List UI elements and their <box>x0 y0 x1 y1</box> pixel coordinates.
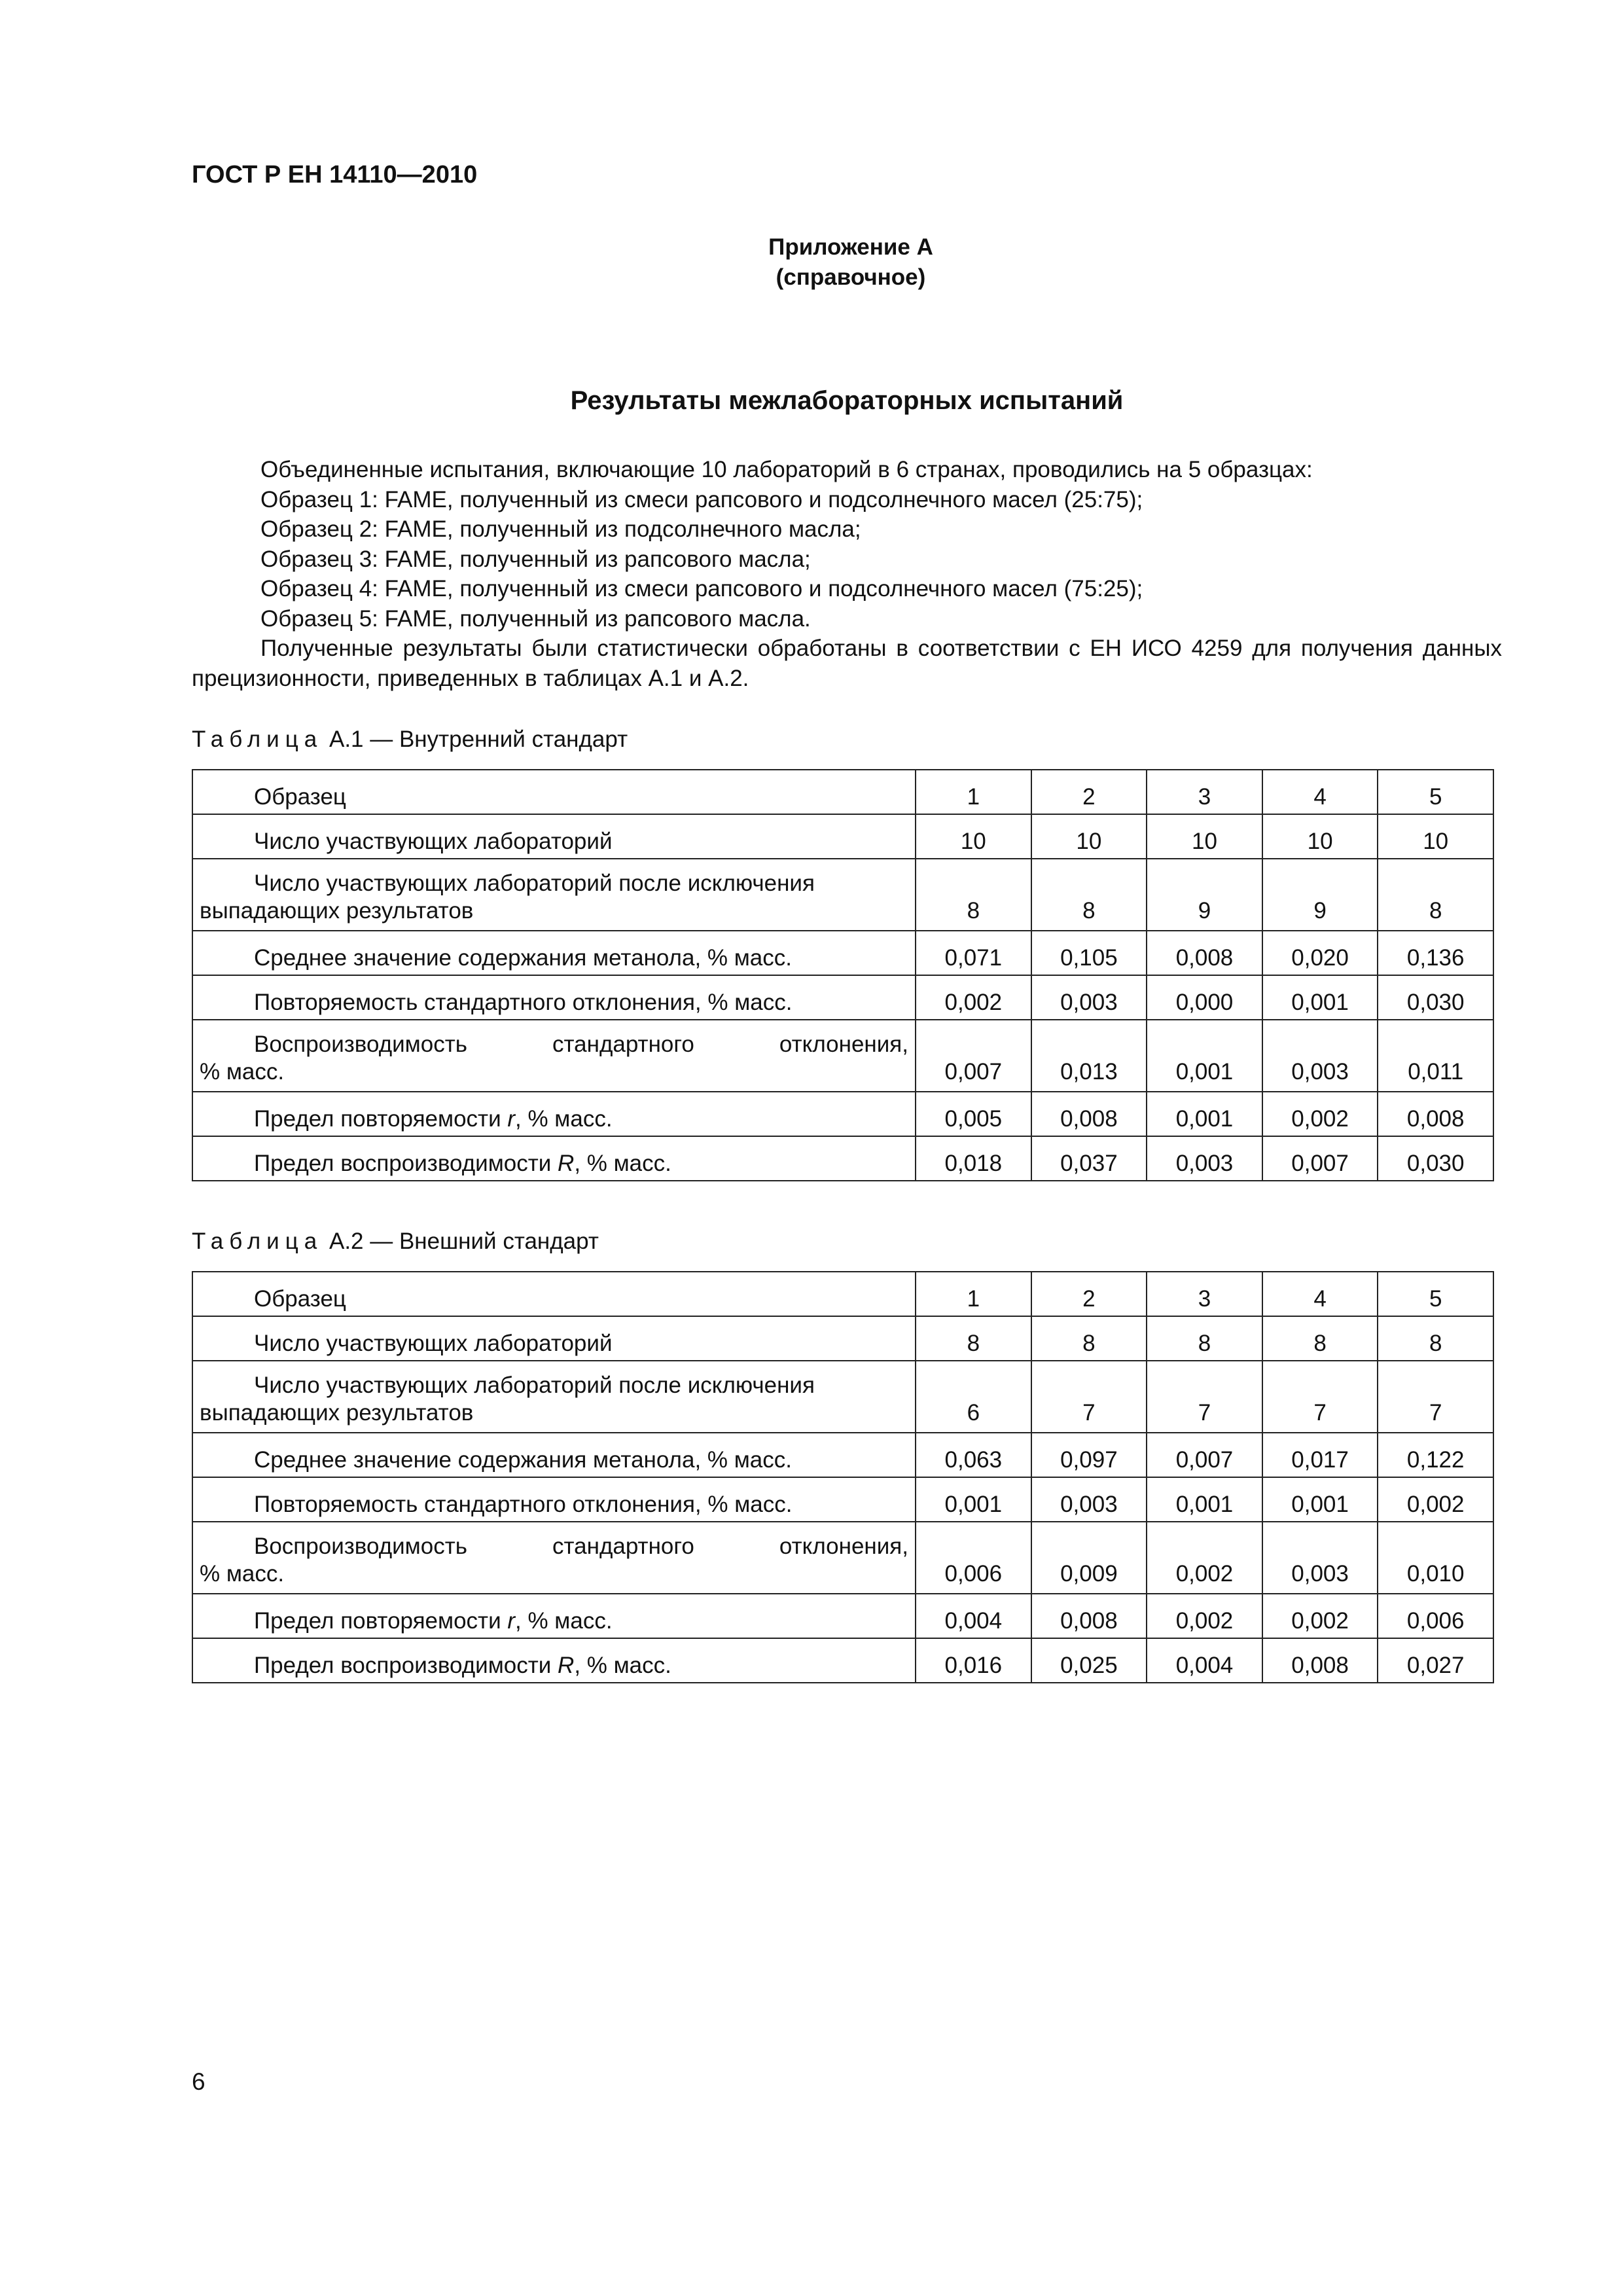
table-cell: 10 <box>916 814 1031 859</box>
table-row <box>192 1594 1493 1638</box>
row-label-text: Предел повторяемости <box>254 1106 508 1132</box>
table-header-label: Образец <box>192 770 916 814</box>
row-label-line1: Воспроизводимость стандартного отклонения, <box>254 1534 908 1559</box>
row-label-line2: выпадающих результатов <box>200 1400 474 1426</box>
table2-caption <box>192 1229 599 1255</box>
table-cell: 0,001 <box>916 1477 1031 1522</box>
sample-item: Образец 1: FAME, полученный из смеси рапсового и подсолнечного масел (25:75); <box>260 486 1143 512</box>
table-cell: 0,004 <box>1147 1638 1262 1683</box>
table-row <box>192 1361 1493 1433</box>
table-header-cell: 1 <box>916 770 1031 814</box>
table-cell: 0,002 <box>1262 1092 1378 1136</box>
table-cell: 0,008 <box>1031 1594 1147 1638</box>
table-cell: 10 <box>1262 814 1378 859</box>
table-cell: 0,000 <box>1147 975 1262 1020</box>
table-cell: 8 <box>1378 859 1493 931</box>
table-cell: 0,037 <box>1031 1136 1147 1181</box>
table-cell: 0,020 <box>1262 931 1378 975</box>
row-label-symbol: R <box>558 1151 575 1176</box>
row-label-line2: выпадающих результатов <box>200 898 474 924</box>
table-cell: 8 <box>1378 1316 1493 1361</box>
row-label-symbol: r <box>507 1608 516 1634</box>
table-cell: 0,025 <box>1031 1638 1147 1683</box>
table-cell: 0,006 <box>916 1522 1031 1594</box>
table-cell: 0,003 <box>1262 1522 1378 1594</box>
row-label <box>192 1522 916 1594</box>
results-paragraph: Полученные результаты были статистически обработаны в соответствии с ЕН ИСО 4259 для получения данных прецизионности, приведенных в таблицах А.1 и А.2. <box>192 636 1502 691</box>
sample-item: Образец 3: FAME, полученный из рапсового масла; <box>260 546 811 572</box>
table2-caption-text: А.2 — Внешний стандарт <box>329 1229 599 1254</box>
table-cell: 0,003 <box>1262 1020 1378 1092</box>
table-cell: 7 <box>1031 1361 1147 1433</box>
table-cell: 0,006 <box>1378 1594 1493 1638</box>
table-header-cell: 4 <box>1262 770 1378 814</box>
row-label-line2: % масс. <box>200 1561 285 1587</box>
table-header-cell: 1 <box>916 1272 1031 1316</box>
table-cell: 0,009 <box>1031 1522 1147 1594</box>
sample-item: Образец 5: FAME, полученный из рапсового масла. <box>260 605 811 632</box>
row-label-unit: , % масс. <box>574 1151 671 1176</box>
table-cell: 0,003 <box>1147 1136 1262 1181</box>
table-cell: 0,017 <box>1262 1433 1378 1477</box>
sample-item: Образец 4: FAME, полученный из смеси рапсового и подсолнечного масел (75:25); <box>260 576 1143 601</box>
table-cell: 10 <box>1378 814 1493 859</box>
table-cell: 0,002 <box>1378 1477 1493 1522</box>
table-cell: 0,008 <box>1262 1638 1378 1683</box>
row-label: Повторяемость стандартного отклонения, % масс. <box>192 1477 916 1522</box>
table-cell: 0,007 <box>1147 1433 1262 1477</box>
row-label: Число участвующих лабораторий <box>192 814 916 859</box>
table-row <box>192 1522 1493 1594</box>
row-label <box>192 859 916 931</box>
row-label <box>192 1136 916 1181</box>
table-cell: 8 <box>1031 1316 1147 1361</box>
row-label-text: Предел воспроизводимости <box>254 1151 558 1176</box>
row-label-unit: , % масс. <box>574 1653 671 1678</box>
table-cell: 8 <box>916 1316 1031 1361</box>
table-cell: 0,008 <box>1378 1092 1493 1136</box>
table-row <box>192 1092 1493 1136</box>
table2 <box>192 1271 1494 1683</box>
table-row <box>192 1316 1493 1361</box>
table-row <box>192 1020 1493 1092</box>
appendix-heading <box>674 232 1027 293</box>
table-row <box>192 1136 1493 1181</box>
table-cell: 0,013 <box>1031 1020 1147 1092</box>
table-cell: 0,002 <box>1147 1522 1262 1594</box>
row-label <box>192 1594 916 1638</box>
document-header: ГОСТ Р ЕН 14110—2010 <box>192 161 478 188</box>
table-header-cell: 2 <box>1031 1272 1147 1316</box>
table-cell: 6 <box>916 1361 1031 1433</box>
table-cell: 9 <box>1147 859 1262 931</box>
table-cell: 0,027 <box>1378 1638 1493 1683</box>
table-cell: 0,063 <box>916 1433 1031 1477</box>
table-cell: 0,018 <box>916 1136 1031 1181</box>
row-label <box>192 1638 916 1683</box>
table1-caption-word: Таблица <box>192 726 323 752</box>
table-cell: 0,001 <box>1262 1477 1378 1522</box>
row-label: Среднее значение содержания метанола, % масс. <box>192 1433 916 1477</box>
row-label-text: Предел воспроизводимости <box>254 1653 558 1678</box>
table-header-cell: 3 <box>1147 770 1262 814</box>
table-cell: 10 <box>1031 814 1147 859</box>
table-row <box>192 931 1493 975</box>
table-cell: 0,001 <box>1147 1477 1262 1522</box>
table1-caption <box>192 726 628 753</box>
table-cell: 0,002 <box>1262 1594 1378 1638</box>
table-cell: 0,030 <box>1378 1136 1493 1181</box>
table-header-cell: 5 <box>1378 770 1493 814</box>
table-row <box>192 814 1493 859</box>
row-label-line1: Воспроизводимость стандартного отклонения, <box>254 1031 908 1057</box>
appendix-title: Приложение А <box>768 234 933 260</box>
table-cell: 8 <box>1262 1316 1378 1361</box>
row-label: Среднее значение содержания метанола, % масс. <box>192 931 916 975</box>
table-cell: 0,001 <box>1147 1092 1262 1136</box>
table-header-cell: 4 <box>1262 1272 1378 1316</box>
table-cell: 10 <box>1147 814 1262 859</box>
table-cell: 0,007 <box>1262 1136 1378 1181</box>
row-label-unit: , % масс. <box>515 1106 613 1132</box>
table-cell: 0,003 <box>1031 975 1147 1020</box>
table-header-label: Образец <box>192 1272 916 1316</box>
table-cell: 7 <box>1147 1361 1262 1433</box>
table-cell: 9 <box>1262 859 1378 931</box>
table-header-cell: 3 <box>1147 1272 1262 1316</box>
row-label: Число участвующих лабораторий <box>192 1316 916 1361</box>
table-row <box>192 1272 1493 1316</box>
table-row <box>192 770 1493 814</box>
table-cell: 0,016 <box>916 1638 1031 1683</box>
table-cell: 7 <box>1378 1361 1493 1433</box>
intro-text <box>192 455 1502 693</box>
table-row <box>192 859 1493 931</box>
table-cell: 8 <box>1147 1316 1262 1361</box>
table-cell: 0,008 <box>1031 1092 1147 1136</box>
intro-paragraph: Объединенные испытания, включающие 10 лабораторий в 6 странах, проводились на 5 образцах: <box>260 457 1313 482</box>
table-cell: 0,105 <box>1031 931 1147 975</box>
table-cell: 0,010 <box>1378 1522 1493 1594</box>
table-cell: 0,097 <box>1031 1433 1147 1477</box>
row-label-symbol: R <box>558 1653 575 1678</box>
table-cell: 0,071 <box>916 931 1031 975</box>
row-label <box>192 1092 916 1136</box>
row-label-symbol: r <box>507 1106 516 1132</box>
table-cell: 0,011 <box>1378 1020 1493 1092</box>
table-header-cell: 2 <box>1031 770 1147 814</box>
row-label-text: Предел повторяемости <box>254 1608 508 1634</box>
table-cell: 0,001 <box>1147 1020 1262 1092</box>
table-cell: 8 <box>916 859 1031 931</box>
row-label-line1: Число участвующих лабораторий после исключения <box>254 870 815 896</box>
row-label-line1: Число участвующих лабораторий после исключения <box>254 1372 815 1398</box>
section-title: Результаты межлабораторных испытаний <box>570 386 1124 415</box>
table-row <box>192 975 1493 1020</box>
table-row <box>192 1433 1493 1477</box>
table-cell: 0,136 <box>1378 931 1493 975</box>
table-cell: 0,002 <box>1147 1594 1262 1638</box>
row-label-line2: % масс. <box>200 1059 285 1085</box>
table-cell: 0,007 <box>916 1020 1031 1092</box>
table-header-cell: 5 <box>1378 1272 1493 1316</box>
table-cell: 0,002 <box>916 975 1031 1020</box>
table-cell: 8 <box>1031 859 1147 931</box>
table-row <box>192 1638 1493 1683</box>
table-cell: 0,004 <box>916 1594 1031 1638</box>
row-label: Повторяемость стандартного отклонения, % масс. <box>192 975 916 1020</box>
table-cell: 0,030 <box>1378 975 1493 1020</box>
appendix-status: (справочное) <box>776 264 926 290</box>
table-cell: 0,003 <box>1031 1477 1147 1522</box>
table-cell: 0,008 <box>1147 931 1262 975</box>
table2-caption-word: Таблица <box>192 1229 323 1254</box>
page-number: 6 <box>192 2068 205 2095</box>
table1-caption-text: А.1 — Внутренний стандарт <box>329 726 628 752</box>
table-row <box>192 1477 1493 1522</box>
table-cell: 7 <box>1262 1361 1378 1433</box>
sample-item: Образец 2: FAME, полученный из подсолнечного масла; <box>260 516 861 542</box>
row-label-unit: , % масс. <box>515 1608 613 1634</box>
row-label <box>192 1361 916 1433</box>
table-cell: 0,001 <box>1262 975 1378 1020</box>
row-label <box>192 1020 916 1092</box>
table-cell: 0,005 <box>916 1092 1031 1136</box>
table1 <box>192 769 1494 1181</box>
table-cell: 0,122 <box>1378 1433 1493 1477</box>
